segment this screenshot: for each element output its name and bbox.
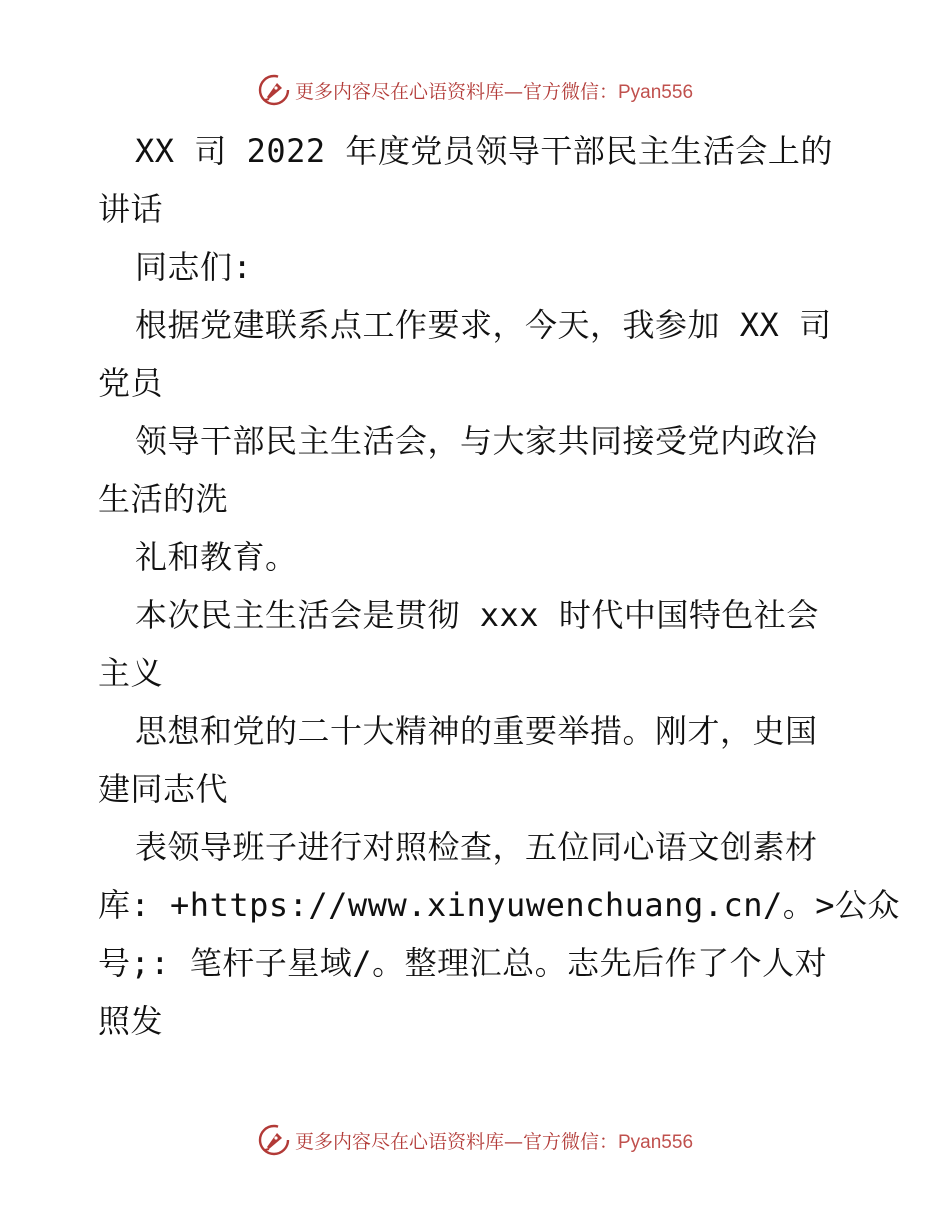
footer-watermark bbox=[0, 1120, 950, 1160]
text-line: 号;: 笔杆子星域/。整理汇总。志先后作了个人对 bbox=[98, 944, 828, 982]
watermark-site-name: 更多内容尽在心语资料库 bbox=[294, 1130, 504, 1153]
watermark-text bbox=[295, 1127, 693, 1154]
text-line: 主义 bbox=[98, 654, 164, 692]
watermark-wechat-label: 官方微信： bbox=[522, 1130, 618, 1153]
text-line: 本次民主生活会是贯彻 xxx 时代中国特色社会 bbox=[135, 596, 819, 634]
pen-nib-logo-icon bbox=[257, 73, 291, 107]
text-line: 建同志代 bbox=[98, 770, 229, 808]
watermark-text bbox=[295, 77, 693, 104]
watermark-dash: — bbox=[503, 80, 523, 103]
text-line: 库: +https://www.xinyuwenchuang.cn/。>公众 bbox=[98, 886, 901, 924]
text-line: 根据党建联系点工作要求，今天，我参加 XX 司 bbox=[135, 306, 832, 344]
text-line: 生活的洗 bbox=[98, 480, 229, 518]
text-line: 同志们: bbox=[135, 248, 253, 286]
document-body bbox=[98, 122, 901, 1050]
watermark-dash: — bbox=[503, 1130, 523, 1153]
text-line: 领导干部民主生活会，与大家共同接受党内政治 bbox=[135, 422, 818, 460]
text-line: 讲话 bbox=[98, 190, 164, 228]
watermark-wechat-label: 官方微信： bbox=[522, 80, 618, 103]
watermark-wechat-id: Pyan556 bbox=[618, 1131, 694, 1153]
document-title-line: XX 司 2022 年度党员领导干部民主生活会上的 bbox=[135, 132, 833, 170]
pen-nib-logo-icon bbox=[257, 1123, 291, 1157]
text-line: 表领导班子进行对照检查，五位同心语文创素材 bbox=[135, 828, 818, 866]
text-line: 照发 bbox=[98, 1002, 164, 1040]
text-line: 礼和教育。 bbox=[135, 538, 298, 576]
header-watermark bbox=[0, 70, 950, 110]
text-line: 思想和党的二十大精神的重要举措。刚才，史国 bbox=[135, 712, 818, 750]
watermark-wechat-id: Pyan556 bbox=[618, 81, 694, 103]
text-line: 党员 bbox=[98, 364, 164, 402]
watermark-site-name: 更多内容尽在心语资料库 bbox=[294, 80, 504, 103]
